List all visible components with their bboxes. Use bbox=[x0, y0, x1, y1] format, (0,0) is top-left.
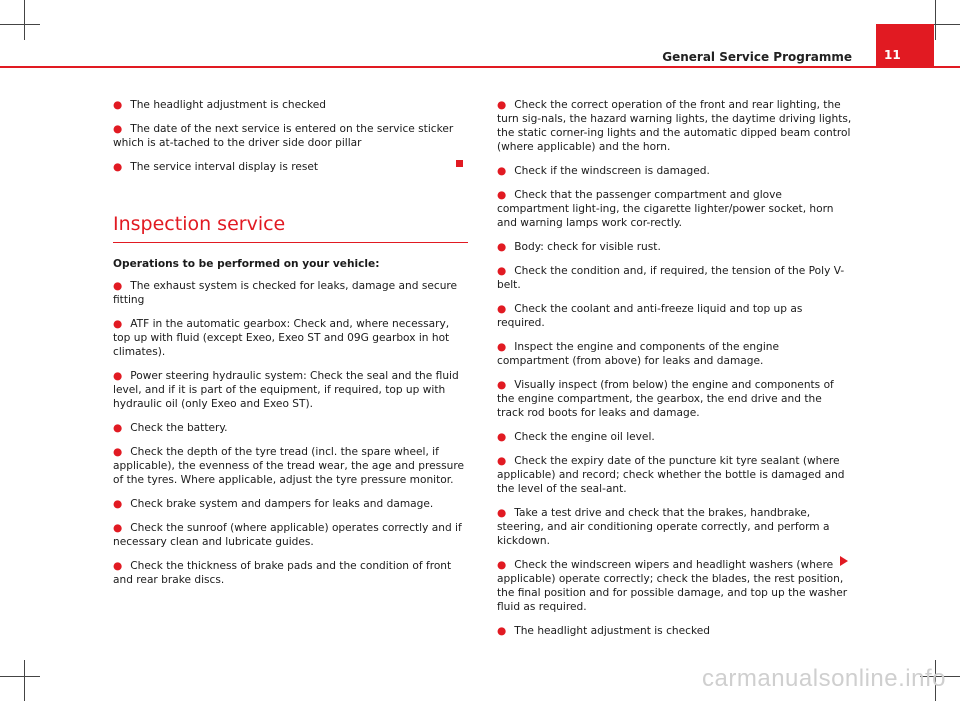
list-item bbox=[113, 317, 468, 359]
list-item bbox=[113, 445, 468, 487]
list-item bbox=[497, 98, 852, 154]
bullet-icon: ● bbox=[497, 379, 507, 391]
list-item-text: Visually inspect (from below) the engine and components of the engine compartment, the gearbox, the end drive and the track rod boots for leaks and damage. bbox=[497, 379, 834, 419]
bullet-icon: ● bbox=[497, 625, 507, 637]
right-column bbox=[497, 98, 852, 648]
operations-list bbox=[113, 279, 468, 587]
bullet-icon: ● bbox=[497, 303, 507, 315]
crop-mark bbox=[24, 0, 25, 40]
bullet-icon: ● bbox=[497, 99, 507, 111]
bullet-icon: ● bbox=[113, 498, 123, 510]
bullet-icon: ● bbox=[113, 560, 123, 572]
bullet-icon: ● bbox=[497, 341, 507, 353]
bullet-icon: ● bbox=[113, 123, 123, 135]
list-item bbox=[497, 264, 852, 292]
running-header: General Service Programme bbox=[662, 50, 852, 64]
list-item-text: Check brake system and dampers for leaks and damage. bbox=[130, 498, 434, 510]
bullet-icon: ● bbox=[113, 446, 123, 458]
list-item-text: The exhaust system is checked for leaks, damage and secure fitting bbox=[113, 280, 458, 306]
bullet-icon: ● bbox=[497, 455, 507, 467]
list-item-text: Check that the passenger compartment and glove compartment light-ing, the cigarette lighter/power socket, horn and warning lamps work cor-rectly. bbox=[497, 189, 834, 229]
bullet-icon: ● bbox=[113, 161, 123, 173]
list-item bbox=[497, 240, 852, 254]
list-item bbox=[497, 340, 852, 368]
list-item-text: ATF in the automatic gearbox: Check and, where necessary, top up with fluid (except Exeo, Exeo ST and 09G gearbox in hot climates). bbox=[113, 318, 450, 358]
list-item bbox=[497, 164, 852, 178]
list-item-text: Take a test drive and check that the brakes, handbrake, steering, and air conditioning operate correctly, and perform a kickdown. bbox=[497, 507, 830, 547]
list-item bbox=[497, 302, 852, 330]
list-item-text: Check the condition and, if required, the tension of the Poly V-belt. bbox=[497, 265, 845, 291]
list-item bbox=[113, 98, 468, 112]
list-item-text: Check the battery. bbox=[130, 422, 228, 434]
bullet-icon: ● bbox=[497, 189, 507, 201]
list-item-text: Check if the windscreen is damaged. bbox=[514, 165, 710, 177]
list-item-text: The headlight adjustment is checked bbox=[514, 625, 710, 637]
list-item bbox=[113, 521, 468, 549]
left-column bbox=[113, 98, 468, 597]
bullet-icon: ● bbox=[113, 422, 123, 434]
crop-mark bbox=[935, 0, 936, 40]
list-item bbox=[497, 454, 852, 496]
list-item bbox=[113, 279, 468, 307]
section-end-marker bbox=[456, 160, 463, 167]
bullet-icon: ● bbox=[497, 431, 507, 443]
list-item bbox=[497, 188, 852, 230]
list-item-text: Check the thickness of brake pads and the condition of front and rear brake discs. bbox=[113, 560, 452, 586]
bullet-icon: ● bbox=[113, 318, 123, 330]
list-item bbox=[113, 421, 468, 435]
page-number bbox=[876, 24, 934, 68]
left-top-list bbox=[113, 98, 468, 174]
list-item-text: Inspect the engine and components of the engine compartment (from above) for leaks and damage. bbox=[497, 341, 780, 367]
right-list bbox=[497, 98, 852, 638]
list-item-text: Body: check for visible rust. bbox=[514, 241, 661, 253]
list-item-text: Check the correct operation of the front and rear lighting, the turn sig-nals, the hazard warning lights, the daytime driving lights, the static corner-ing lights and the automatic dipped beam control (where applicable) and the horn. bbox=[497, 99, 852, 153]
page-number-text: 11 bbox=[884, 48, 901, 62]
list-item bbox=[497, 430, 852, 444]
list-item-text: Check the depth of the tyre tread (incl. the spare wheel, if applicable), the evenness of the tread wear, the age and pressure of the tyres. Where applicable, adjust the tyre pressure monitor. bbox=[113, 446, 464, 486]
bullet-icon: ● bbox=[113, 522, 123, 534]
list-item-text: Check the expiry date of the puncture kit tyre sealant (where applicable) and record; check whether the bottle is damaged and the level of the seal-ant. bbox=[497, 455, 845, 495]
bullet-icon: ● bbox=[497, 165, 507, 177]
continue-arrow-icon bbox=[840, 556, 848, 566]
list-item-text: The headlight adjustment is checked bbox=[130, 99, 326, 111]
bullet-icon: ● bbox=[497, 559, 507, 571]
list-item-text: Power steering hydraulic system: Check the seal and the fluid level, and if it is part of the equipment, if required, top up with hydraulic oil (only Exeo and Exeo ST). bbox=[113, 370, 459, 410]
list-item-text: Check the coolant and anti-freeze liquid and top up as required. bbox=[497, 303, 803, 329]
crop-mark bbox=[24, 660, 25, 701]
bullet-icon: ● bbox=[113, 280, 123, 292]
watermark: carmanualsonline.info bbox=[702, 665, 946, 692]
list-item bbox=[113, 160, 468, 174]
list-item-text: Check the sunroof (where applicable) operates correctly and if necessary clean and lubricate guides. bbox=[113, 522, 462, 548]
list-item bbox=[113, 122, 468, 150]
bullet-icon: ● bbox=[113, 99, 123, 111]
bullet-icon: ● bbox=[497, 241, 507, 253]
crop-mark bbox=[0, 676, 40, 677]
list-item bbox=[497, 378, 852, 420]
header-rule bbox=[0, 66, 960, 68]
bullet-icon: ● bbox=[497, 265, 507, 277]
crop-mark bbox=[0, 24, 40, 25]
list-item bbox=[113, 497, 468, 511]
section-title: Inspection service bbox=[113, 213, 286, 235]
bullet-icon: ● bbox=[113, 370, 123, 382]
list-item bbox=[497, 558, 852, 614]
list-item bbox=[497, 506, 852, 548]
list-item-text: Check the engine oil level. bbox=[514, 431, 655, 443]
list-item-text: The service interval display is reset bbox=[130, 161, 319, 173]
list-item bbox=[497, 624, 852, 638]
list-item bbox=[113, 369, 468, 411]
list-item-text: The date of the next service is entered on the service sticker which is at-tached to the driver side door pillar bbox=[113, 123, 454, 149]
bullet-icon: ● bbox=[497, 507, 507, 519]
list-item-text: Check the windscreen wipers and headlight washers (where applicable) operate correctly; check the blades, the rest position, the final position and for possible damage, and top up the washer fluid as required. bbox=[497, 559, 848, 613]
section-rule bbox=[113, 242, 468, 243]
operations-heading: Operations to be performed on your vehicle: bbox=[113, 258, 380, 270]
list-item bbox=[113, 559, 468, 587]
